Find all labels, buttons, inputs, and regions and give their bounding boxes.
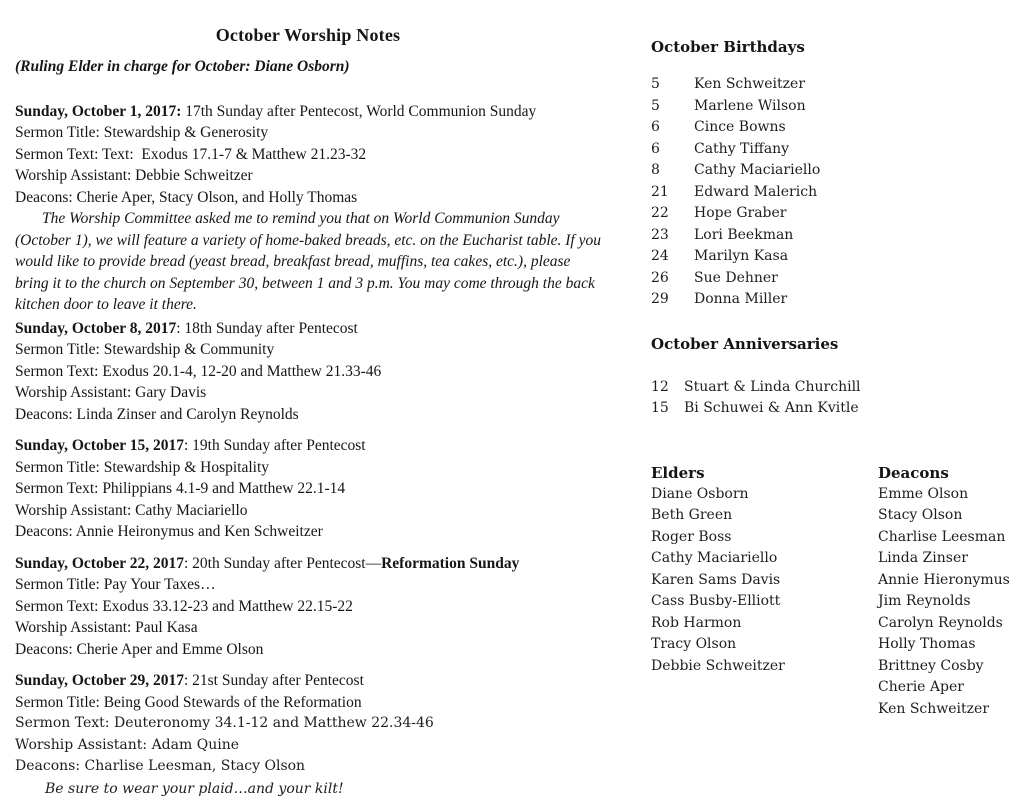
birthday-row — [651, 182, 1019, 204]
sermon-title-line: Sermon Title: Stewardship & Generosity — [15, 122, 601, 144]
elders-title: Elders — [651, 462, 878, 484]
birthday-name: Lori Beekman — [694, 225, 793, 247]
elder-name: Cathy Maciariello — [651, 548, 878, 570]
rosters-column — [651, 36, 1019, 720]
birthday-name: Hope Graber — [694, 203, 787, 225]
birthday-day: 23 — [651, 225, 694, 247]
birthday-row — [651, 203, 1019, 225]
worship-assistant-line: Worship Assistant: Paul Kasa — [15, 617, 601, 639]
kilt-reminder-note: Be sure to wear your plaid…and your kilt! — [15, 779, 601, 800]
deacon-name: Annie Hieronymus — [878, 570, 1019, 592]
birthday-row — [651, 117, 1019, 139]
birthday-name: Cince Bowns — [694, 117, 786, 139]
service-heading — [15, 670, 601, 692]
birthday-day: 24 — [651, 246, 694, 268]
sermon-text-line: Sermon Text: Philippians 4.1-9 and Matthew 22.1-14 — [15, 478, 601, 500]
anniversary-day: 15 — [651, 398, 684, 420]
birthday-name: Cathy Maciariello — [694, 160, 820, 182]
birthday-name: Ken Schweitzer — [694, 74, 805, 96]
sermon-text-line: Sermon Text: Text: Exodus 17.1-7 & Matthew 21.23-32 — [15, 144, 601, 166]
elders-list — [651, 484, 878, 678]
birthday-row — [651, 139, 1019, 161]
elder-name: Diane Osborn — [651, 484, 878, 506]
service-heading-rest: : 18th Sunday after Pentecost — [176, 320, 358, 337]
service-october-22 — [15, 553, 601, 661]
service-october-29 — [15, 670, 601, 800]
service-heading-rest: : 19th Sunday after Pentecost — [184, 437, 366, 454]
birthdays-title: October Birthdays — [651, 36, 1019, 58]
birthday-day: 6 — [651, 139, 694, 161]
birthday-row — [651, 289, 1019, 311]
sermon-text-line: Sermon Text: Exodus 33.12-23 and Matthew 22.15-22 — [15, 596, 601, 618]
elder-name: Cass Busby-Elliott — [651, 591, 878, 613]
worship-assistant-line: Worship Assistant: Gary Davis — [15, 382, 601, 404]
sermon-title-line: Sermon Title: Pay Your Taxes… — [15, 574, 601, 596]
elder-name: Tracy Olson — [651, 634, 878, 656]
deacon-name: Carolyn Reynolds — [878, 613, 1019, 635]
birthday-row — [651, 225, 1019, 247]
worship-assistant-line: Worship Assistant: Adam Quine — [15, 735, 601, 757]
sermon-title-line: Sermon Title: Being Good Stewards of the Reformation — [15, 692, 601, 714]
worship-assistant-line: Worship Assistant: Debbie Schweitzer — [15, 165, 601, 187]
service-heading-rest: : 21st Sunday after Pentecost — [184, 672, 364, 689]
birthday-name: Marilyn Kasa — [694, 246, 788, 268]
anniversary-row — [651, 398, 1019, 420]
anniversaries-list — [651, 377, 1019, 420]
service-heading-rest: : 20th Sunday after Pentecost— — [184, 555, 381, 572]
deacons-column — [878, 462, 1019, 721]
birthday-name: Sue Dehner — [694, 268, 778, 290]
service-date: Sunday, October 8, 2017 — [15, 320, 176, 337]
deacon-name: Emme Olson — [878, 484, 1019, 506]
elder-name: Debbie Schweitzer — [651, 656, 878, 678]
birthday-row — [651, 96, 1019, 118]
anniversary-row — [651, 377, 1019, 399]
birthday-day: 21 — [651, 182, 694, 204]
service-date: Sunday, October 15, 2017 — [15, 437, 184, 454]
deacons-list — [878, 484, 1019, 721]
elder-name: Beth Green — [651, 505, 878, 527]
service-date: Sunday, October 1, 2017: — [15, 103, 181, 120]
deacon-name: Linda Zinser — [878, 548, 1019, 570]
birthday-day: 5 — [651, 74, 694, 96]
birthday-day: 6 — [651, 117, 694, 139]
service-heading — [15, 318, 601, 340]
anniversary-name: Bi Schuwei & Ann Kvitle — [684, 398, 859, 420]
deacon-name: Stacy Olson — [878, 505, 1019, 527]
deacon-name: Ken Schweitzer — [878, 699, 1019, 721]
service-date: Sunday, October 29, 2017 — [15, 672, 184, 689]
service-date: Sunday, October 22, 2017 — [15, 555, 184, 572]
deacons-line: Deacons: Charlise Leesman, Stacy Olson — [15, 756, 601, 778]
officers-section — [651, 462, 1019, 721]
deacons-line: Deacons: Cherie Aper, Stacy Olson, and Holly Thomas — [15, 187, 601, 209]
anniversaries-title: October Anniversaries — [651, 333, 1019, 355]
birthday-day: 29 — [651, 289, 694, 311]
birthday-name: Cathy Tiffany — [694, 139, 789, 161]
anniversary-day: 12 — [651, 377, 684, 399]
worship-notes-column — [15, 24, 601, 800]
elder-name: Rob Harmon — [651, 613, 878, 635]
anniversary-name: Stuart & Linda Churchill — [684, 377, 861, 399]
deacon-name: Charlise Leesman — [878, 527, 1019, 549]
service-heading-rest: 17th Sunday after Pentecost, World Communion Sunday — [181, 103, 536, 120]
birthday-day: 26 — [651, 268, 694, 290]
deacon-name: Holly Thomas — [878, 634, 1019, 656]
service-heading — [15, 553, 601, 575]
birthday-day: 5 — [651, 96, 694, 118]
deacon-name: Jim Reynolds — [878, 591, 1019, 613]
birthdays-list — [651, 74, 1019, 311]
birthday-row — [651, 160, 1019, 182]
birthday-name: Marlene Wilson — [694, 96, 806, 118]
sermon-text-line: Sermon Text: Exodus 20.1-4, 12-20 and Matthew 21.33-46 — [15, 361, 601, 383]
deacons-line: Deacons: Cherie Aper and Emme Olson — [15, 639, 601, 661]
deacons-title: Deacons — [878, 462, 1019, 484]
service-heading — [15, 435, 601, 457]
service-october-15 — [15, 435, 601, 543]
birthday-row — [651, 268, 1019, 290]
service-heading — [15, 101, 601, 123]
birthday-row — [651, 74, 1019, 96]
deacons-line: Deacons: Linda Zinser and Carolyn Reynolds — [15, 404, 601, 426]
birthday-day: 22 — [651, 203, 694, 225]
birthday-row — [651, 246, 1019, 268]
service-october-8 — [15, 318, 601, 426]
deacon-name: Brittney Cosby — [878, 656, 1019, 678]
elders-column — [651, 462, 878, 721]
page-title: October Worship Notes — [15, 24, 601, 46]
birthday-day: 8 — [651, 160, 694, 182]
deacon-name: Cherie Aper — [878, 677, 1019, 699]
birthday-name: Donna Miller — [694, 289, 787, 311]
birthday-name: Edward Malerich — [694, 182, 817, 204]
sermon-title-line: Sermon Title: Stewardship & Hospitality — [15, 457, 601, 479]
communion-bread-note: The Worship Committee asked me to remind you that on World Communion Sunday (October 1), we will feature a variety of home-baked breads, etc. on the Eucharist table. If you would like to provide bread (yeast bread, breakfast bread, muffins, tea cakes, etc.), please bring it to the church on September 30, between 1 and 3 p.m. You may come through the back kitchen door to leave it there. — [15, 208, 601, 316]
worship-assistant-line: Worship Assistant: Cathy Maciariello — [15, 500, 601, 522]
sermon-title-line: Sermon Title: Stewardship & Community — [15, 339, 601, 361]
reformation-sunday-label: Reformation Sunday — [381, 555, 519, 572]
service-october-1 — [15, 101, 601, 316]
ruling-elder-note: (Ruling Elder in charge for October: Diane Osborn) — [15, 56, 601, 78]
deacons-line: Deacons: Annie Heironymus and Ken Schweitzer — [15, 521, 601, 543]
sermon-text-line: Sermon Text: Deuteronomy 34.1-12 and Matthew 22.34-46 — [15, 713, 601, 735]
elder-name: Karen Sams Davis — [651, 570, 878, 592]
elder-name: Roger Boss — [651, 527, 878, 549]
